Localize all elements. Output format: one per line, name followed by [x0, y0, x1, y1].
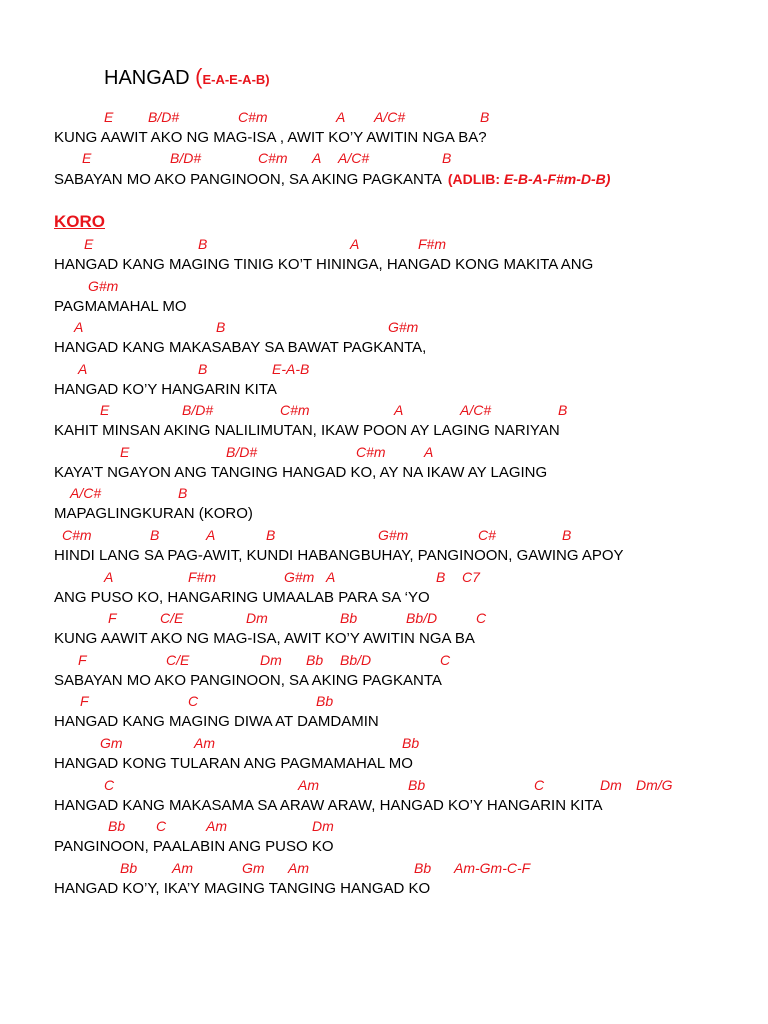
- chord: Bb: [414, 860, 432, 876]
- lyric-line: [54, 546, 624, 566]
- chord: E: [84, 236, 94, 252]
- lyric-line: [54, 671, 442, 691]
- chord: A/C#: [70, 485, 102, 501]
- chord: C: [440, 652, 451, 668]
- chord: E: [82, 150, 92, 166]
- lyric-line: [54, 629, 475, 649]
- chord: A: [74, 319, 84, 335]
- chord: Bb: [120, 860, 138, 876]
- song-title: HANGAD: [104, 67, 190, 89]
- chord: C#m: [258, 150, 288, 166]
- chord: C: [534, 777, 545, 793]
- lyric-text: HANGAD KANG MAKASABAY SA BAWAT PAGKANTA,: [54, 339, 427, 356]
- lyric-text: HANGAD KONG TULARAN ANG PAGMAMAHAL MO: [54, 755, 413, 772]
- chord: A: [312, 150, 322, 166]
- chord: E-A-B: [272, 361, 310, 377]
- chord: F: [80, 693, 89, 709]
- chord: A: [326, 569, 336, 585]
- lyric-text: MAPAGLINGKURAN (KORO): [54, 505, 253, 522]
- lyric-line: [54, 421, 560, 441]
- chord: B: [436, 569, 446, 585]
- chord-line: [0, 483, 768, 503]
- chord: E: [104, 109, 114, 125]
- adlib-note: [448, 171, 611, 187]
- chord: B: [216, 319, 226, 335]
- lyric-text: KUNG AAWIT AKO NG MAG-ISA , AWIT KO’Y AWITIN NGA BA?: [54, 129, 487, 146]
- chord: B/D#: [148, 109, 180, 125]
- chord: Am: [194, 735, 215, 751]
- chord: C: [156, 818, 167, 834]
- chord: Dm: [600, 777, 622, 793]
- chord: C: [188, 693, 199, 709]
- lyric-line: [54, 754, 413, 774]
- chord: F: [108, 610, 117, 626]
- chord: C#m: [356, 444, 386, 460]
- song-title-block: [104, 63, 270, 94]
- lyric-text: SABAYAN MO AKO PANGINOON, SA AKING PAGKANTA: [54, 171, 442, 188]
- lyric-text: HANGAD KANG MAKASAMA SA ARAW ARAW, HANGAD KO’Y HANGARIN KITA: [54, 797, 603, 814]
- chord: A: [336, 109, 346, 125]
- chord: Dm/G: [636, 777, 673, 793]
- chord: G#m: [284, 569, 315, 585]
- adlib-sequence: E-B-A-F#m-D-B): [500, 171, 611, 187]
- chord: Am-Gm-C-F: [454, 860, 531, 876]
- lyric-line: [54, 463, 547, 483]
- chord: Bb: [108, 818, 126, 834]
- chord: B: [266, 527, 276, 543]
- chord-line: [0, 107, 768, 127]
- chord-line: [0, 691, 768, 711]
- chord: B: [480, 109, 490, 125]
- chord: B: [198, 236, 208, 252]
- chord: Am: [288, 860, 309, 876]
- chord: C#m: [280, 402, 310, 418]
- chord: C: [104, 777, 115, 793]
- chord: B: [178, 485, 188, 501]
- lyric-text: HANGAD KANG MAGING TINIG KO’T HININGA, HANGAD KONG MAKITA ANG: [54, 256, 594, 273]
- lyric-text: HINDI LANG SA PAG-AWIT, KUNDI HABANGBUHAY, PANGINOON, GAWING APOY: [54, 547, 624, 564]
- chord-line: [0, 608, 768, 628]
- lyric-text: SABAYAN MO AKO PANGINOON, SA AKING PAGKANTA: [54, 672, 442, 689]
- chord: Gm: [100, 735, 123, 751]
- chord: F: [78, 652, 87, 668]
- chord: Bb/D: [340, 652, 372, 668]
- chord-line: [0, 567, 768, 587]
- chord: Am: [206, 818, 227, 834]
- chord-line: [0, 650, 768, 670]
- chord-line: [0, 148, 768, 168]
- lyric-line: [54, 338, 426, 358]
- chord: A: [104, 569, 114, 585]
- lyric-line: [54, 504, 253, 524]
- chord-line: [0, 359, 768, 379]
- chord: C/E: [160, 610, 184, 626]
- koro-heading: KORO: [54, 212, 105, 231]
- lyric-line: [54, 796, 602, 816]
- chord: B/D#: [170, 150, 202, 166]
- chord: Am: [298, 777, 319, 793]
- chord: C7: [462, 569, 480, 585]
- chord: A: [394, 402, 404, 418]
- chord: B: [562, 527, 572, 543]
- chord: A: [424, 444, 434, 460]
- chord-line: [0, 234, 768, 254]
- chord: C#m: [62, 527, 92, 543]
- chord: A: [78, 361, 88, 377]
- chord: E: [120, 444, 130, 460]
- chord: A/C#: [460, 402, 492, 418]
- chord: Bb: [402, 735, 420, 751]
- chord-line: [0, 858, 768, 878]
- chord-line: [0, 775, 768, 795]
- adlib-label: (ADLIB:: [447, 171, 500, 187]
- lyric-text: HANGAD KO’Y HANGARIN KITA: [54, 381, 277, 398]
- chord-line: [0, 733, 768, 753]
- key-sequence: E-A-E-A-B): [202, 72, 270, 87]
- chord: A: [350, 236, 360, 252]
- chord-line: [0, 816, 768, 836]
- chord: Bb: [408, 777, 426, 793]
- chord-line: [0, 276, 768, 296]
- chord: G#m: [378, 527, 409, 543]
- chord: B: [442, 150, 452, 166]
- lyric-text: HANGAD KO’Y, IKA’Y MAGING TANGING HANGAD KO: [54, 880, 431, 897]
- chord: A: [206, 527, 216, 543]
- chord: Gm: [242, 860, 265, 876]
- lyric-line: [54, 380, 277, 400]
- chord: B/D#: [182, 402, 214, 418]
- chord: C/E: [166, 652, 190, 668]
- chord: A/C#: [374, 109, 406, 125]
- chord: Am: [172, 860, 193, 876]
- lyric-line: [54, 588, 430, 608]
- chord: Bb/D: [406, 610, 438, 626]
- chord: E: [100, 402, 110, 418]
- chord-line: [0, 400, 768, 420]
- lyric-text: KAHIT MINSAN AKING NALILIMUTAN, IKAW POON AY LAGING NARIYAN: [54, 422, 560, 439]
- chord: B: [150, 527, 160, 543]
- lyric-line: [54, 879, 430, 899]
- chord: B: [198, 361, 208, 377]
- lyric-text: ANG PUSO KO, HANGARING UMAALAB PARA SA ‘YO: [54, 589, 430, 606]
- lyric-line: [54, 169, 610, 189]
- lyric-text: PANGINOON, PAALABIN ANG PUSO KO: [54, 838, 334, 855]
- chord: Bb: [306, 652, 324, 668]
- key-open-paren: (: [195, 64, 203, 89]
- chord: A/C#: [338, 150, 370, 166]
- chord-line: [0, 525, 768, 545]
- lyric-text: KAYA’T NGAYON ANG TANGING HANGAD KO, AY NA IKAW AY LAGING: [54, 464, 548, 481]
- chord: C: [476, 610, 487, 626]
- lyric-text: HANGAD KANG MAGING DIWA AT DAMDAMIN: [54, 713, 379, 730]
- chord: G#m: [388, 319, 419, 335]
- lyric-text: PAGMAMAHAL MO: [54, 298, 187, 315]
- chord: Bb: [316, 693, 334, 709]
- chord: Bb: [340, 610, 358, 626]
- chord: B/D#: [226, 444, 258, 460]
- chord: Dm: [312, 818, 334, 834]
- chord: Dm: [260, 652, 282, 668]
- chord: Dm: [246, 610, 268, 626]
- chord: F#m: [188, 569, 216, 585]
- lyric-line: [54, 712, 379, 732]
- lyric-line: [54, 255, 593, 275]
- chord: C#: [478, 527, 496, 543]
- chord-line: [0, 442, 768, 462]
- lyric-line: [54, 297, 187, 317]
- lyric-text: KUNG AAWIT AKO NG MAG-ISA, AWIT KO’Y AWITIN NGA BA: [54, 630, 475, 647]
- lyric-line: [54, 128, 487, 148]
- chord: B: [558, 402, 568, 418]
- chord: C#m: [238, 109, 268, 125]
- lyric-line: [54, 837, 334, 857]
- chord: F#m: [418, 236, 446, 252]
- chord: G#m: [88, 278, 119, 294]
- chord-line: [0, 317, 768, 337]
